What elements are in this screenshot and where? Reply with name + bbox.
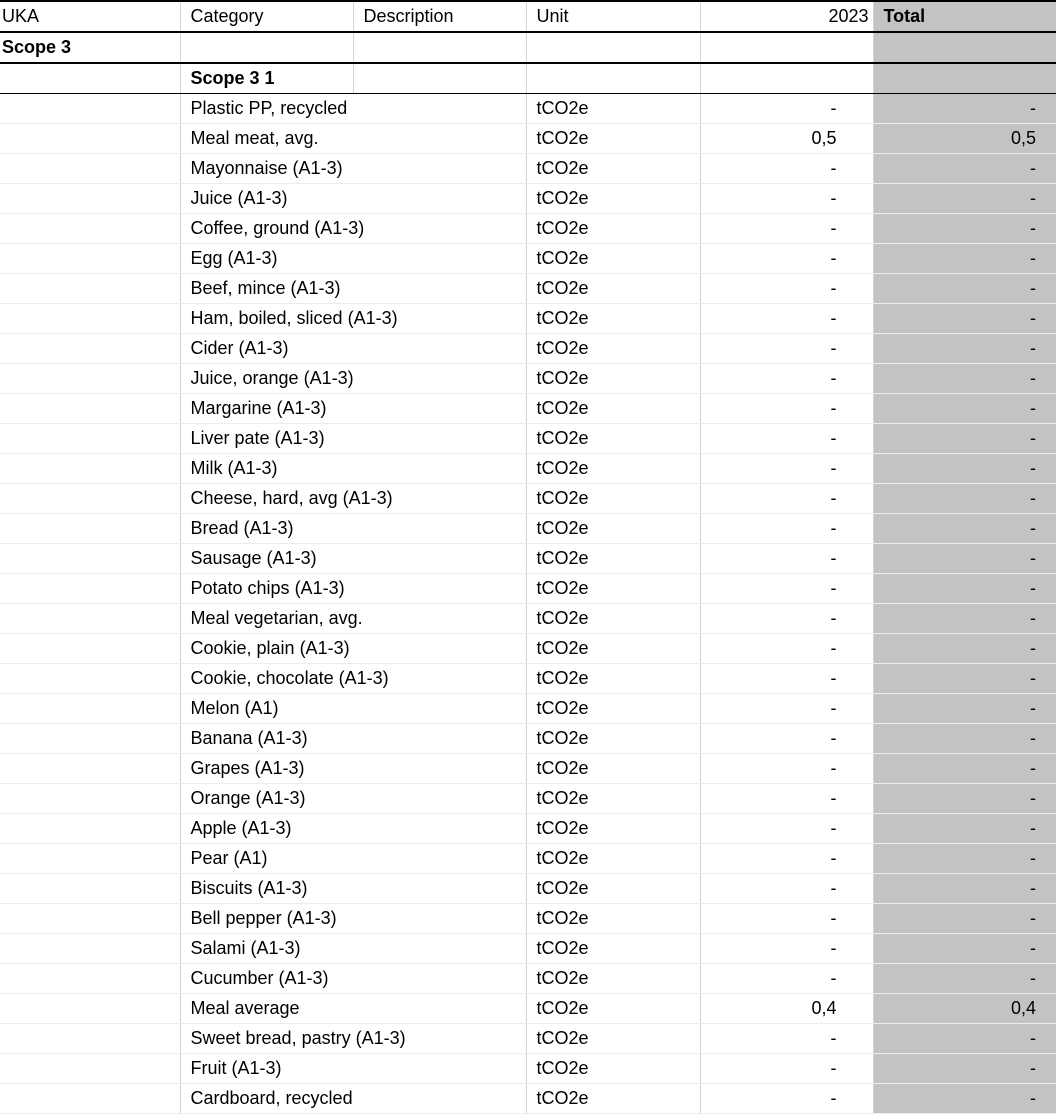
row-total[interactable]: -: [873, 454, 1056, 484]
row-unit[interactable]: tCO2e: [526, 424, 700, 454]
row-value-2023[interactable]: -: [700, 1024, 873, 1054]
row-uka-cell[interactable]: [0, 574, 180, 604]
row-uka-cell[interactable]: [0, 304, 180, 334]
row-total[interactable]: -: [873, 154, 1056, 184]
row-category[interactable]: Orange (A1-3): [180, 784, 353, 814]
row-total[interactable]: -: [873, 304, 1056, 334]
scope-row: [0, 32, 1056, 63]
row-value-2023[interactable]: -: [700, 1084, 873, 1114]
row-category[interactable]: Potato chips (A1-3): [180, 574, 353, 604]
row-total[interactable]: -: [873, 724, 1056, 754]
row-unit[interactable]: tCO2e: [526, 994, 700, 1024]
row-total[interactable]: -: [873, 814, 1056, 844]
row-description[interactable]: [353, 154, 526, 184]
table-row: [0, 334, 1056, 364]
row-category[interactable]: Melon (A1): [180, 694, 353, 724]
row-unit[interactable]: tCO2e: [526, 544, 700, 574]
row-category[interactable]: Cookie, plain (A1-3): [180, 634, 353, 664]
row-uka-cell[interactable]: [0, 514, 180, 544]
table-row: [0, 724, 1056, 754]
row-value-2023[interactable]: 0,5: [700, 124, 873, 154]
row-total[interactable]: -: [873, 694, 1056, 724]
row-uka-cell[interactable]: [0, 424, 180, 454]
row-category[interactable]: Meal average: [180, 994, 353, 1024]
row-uka-cell[interactable]: [0, 964, 180, 994]
row-description[interactable]: [353, 994, 526, 1024]
row-description[interactable]: [353, 964, 526, 994]
table-row: [0, 424, 1056, 454]
scope-description-cell[interactable]: [353, 32, 526, 63]
row-total[interactable]: -: [873, 1024, 1056, 1054]
row-category[interactable]: Liver pate (A1-3): [180, 424, 353, 454]
row-category[interactable]: Bell pepper (A1-3): [180, 904, 353, 934]
subscope-total-cell[interactable]: [873, 63, 1056, 94]
row-description[interactable]: [353, 814, 526, 844]
row-value-2023[interactable]: -: [700, 874, 873, 904]
row-category[interactable]: Juice (A1-3): [180, 184, 353, 214]
row-unit[interactable]: tCO2e: [526, 484, 700, 514]
row-description[interactable]: [353, 694, 526, 724]
row-category[interactable]: Ham, boiled, sliced (A1-3): [180, 304, 353, 334]
row-total[interactable]: -: [873, 754, 1056, 784]
row-total[interactable]: -: [873, 934, 1056, 964]
row-total[interactable]: -: [873, 274, 1056, 304]
row-description[interactable]: [353, 1084, 526, 1114]
row-category[interactable]: Biscuits (A1-3): [180, 874, 353, 904]
row-value-2023[interactable]: 0,4: [700, 994, 873, 1024]
row-unit[interactable]: tCO2e: [526, 724, 700, 754]
row-category[interactable]: Juice, orange (A1-3): [180, 364, 353, 394]
row-description[interactable]: [353, 94, 526, 124]
scope-year-cell[interactable]: [700, 32, 873, 63]
row-total[interactable]: -: [873, 904, 1056, 934]
row-uka-cell[interactable]: [0, 214, 180, 244]
row-value-2023[interactable]: -: [700, 694, 873, 724]
row-description[interactable]: [353, 874, 526, 904]
row-category[interactable]: Sweet bread, pastry (A1-3): [180, 1024, 353, 1054]
row-total[interactable]: -: [873, 214, 1056, 244]
scope-unit-cell[interactable]: [526, 32, 700, 63]
row-unit[interactable]: tCO2e: [526, 694, 700, 724]
table-row: [0, 94, 1056, 124]
row-unit[interactable]: tCO2e: [526, 634, 700, 664]
row-uka-cell[interactable]: [0, 334, 180, 364]
row-category[interactable]: Plastic PP, recycled: [180, 94, 353, 124]
row-description[interactable]: [353, 724, 526, 754]
row-category[interactable]: Banana (A1-3): [180, 724, 353, 754]
row-value-2023[interactable]: -: [700, 394, 873, 424]
table-row: [0, 964, 1056, 994]
row-unit[interactable]: tCO2e: [526, 874, 700, 904]
row-uka-cell[interactable]: [0, 814, 180, 844]
row-value-2023[interactable]: -: [700, 184, 873, 214]
row-unit[interactable]: tCO2e: [526, 184, 700, 214]
row-value-2023[interactable]: -: [700, 784, 873, 814]
row-unit[interactable]: tCO2e: [526, 1084, 700, 1114]
row-category[interactable]: Cheese, hard, avg (A1-3): [180, 484, 353, 514]
row-unit[interactable]: tCO2e: [526, 934, 700, 964]
table-row: [0, 814, 1056, 844]
row-uka-cell[interactable]: [0, 904, 180, 934]
row-value-2023[interactable]: -: [700, 364, 873, 394]
row-unit[interactable]: tCO2e: [526, 244, 700, 274]
table-row: [0, 574, 1056, 604]
row-unit[interactable]: tCO2e: [526, 754, 700, 784]
row-uka-cell[interactable]: [0, 934, 180, 964]
row-category[interactable]: Fruit (A1-3): [180, 1054, 353, 1084]
row-description[interactable]: [353, 244, 526, 274]
row-unit[interactable]: tCO2e: [526, 964, 700, 994]
row-category[interactable]: Egg (A1-3): [180, 244, 353, 274]
row-category[interactable]: Beef, mince (A1-3): [180, 274, 353, 304]
table-row: [0, 634, 1056, 664]
table-row: [0, 754, 1056, 784]
table-row: [0, 244, 1056, 274]
row-unit[interactable]: tCO2e: [526, 904, 700, 934]
row-unit[interactable]: tCO2e: [526, 94, 700, 124]
row-unit[interactable]: tCO2e: [526, 814, 700, 844]
scope-total-cell[interactable]: [873, 32, 1056, 63]
row-uka-cell[interactable]: [0, 274, 180, 304]
row-value-2023[interactable]: -: [700, 544, 873, 574]
row-value-2023[interactable]: -: [700, 904, 873, 934]
table-row: [0, 394, 1056, 424]
row-description[interactable]: [353, 754, 526, 784]
table-row: [0, 994, 1056, 1024]
row-description[interactable]: [353, 364, 526, 394]
row-category[interactable]: Margarine (A1-3): [180, 394, 353, 424]
row-total[interactable]: -: [873, 334, 1056, 364]
row-total[interactable]: -: [873, 784, 1056, 814]
row-unit[interactable]: tCO2e: [526, 574, 700, 604]
table-row: [0, 124, 1056, 154]
row-category[interactable]: Mayonnaise (A1-3): [180, 154, 353, 184]
row-unit[interactable]: tCO2e: [526, 604, 700, 634]
row-total[interactable]: -: [873, 604, 1056, 634]
row-value-2023[interactable]: -: [700, 964, 873, 994]
row-unit[interactable]: tCO2e: [526, 214, 700, 244]
row-unit[interactable]: tCO2e: [526, 334, 700, 364]
row-description[interactable]: [353, 604, 526, 634]
row-uka-cell[interactable]: [0, 874, 180, 904]
row-total[interactable]: -: [873, 1054, 1056, 1084]
row-value-2023[interactable]: -: [700, 154, 873, 184]
row-uka-cell[interactable]: [0, 784, 180, 814]
row-uka-cell[interactable]: [0, 454, 180, 484]
table-row: [0, 304, 1056, 334]
row-category[interactable]: Coffee, ground (A1-3): [180, 214, 353, 244]
row-uka-cell[interactable]: [0, 1024, 180, 1054]
row-category[interactable]: Bread (A1-3): [180, 514, 353, 544]
row-uka-cell[interactable]: [0, 694, 180, 724]
row-uka-cell[interactable]: [0, 844, 180, 874]
table-row: [0, 784, 1056, 814]
row-total[interactable]: 0,5: [873, 124, 1056, 154]
table-row: [0, 544, 1056, 574]
subscope-label[interactable]: Scope 3 1: [180, 63, 353, 94]
row-uka-cell[interactable]: [0, 1054, 180, 1084]
row-unit[interactable]: tCO2e: [526, 1054, 700, 1084]
row-unit[interactable]: tCO2e: [526, 274, 700, 304]
row-uka-cell[interactable]: [0, 484, 180, 514]
header-description[interactable]: Description: [353, 1, 526, 32]
row-description[interactable]: [353, 274, 526, 304]
row-uka-cell[interactable]: [0, 544, 180, 574]
row-unit[interactable]: tCO2e: [526, 304, 700, 334]
row-value-2023[interactable]: -: [700, 844, 873, 874]
row-value-2023[interactable]: -: [700, 94, 873, 124]
row-description[interactable]: [353, 544, 526, 574]
row-value-2023[interactable]: -: [700, 244, 873, 274]
table-row: [0, 844, 1056, 874]
table-row: [0, 604, 1056, 634]
row-uka-cell[interactable]: [0, 394, 180, 424]
row-uka-cell[interactable]: [0, 1084, 180, 1114]
row-description[interactable]: [353, 904, 526, 934]
row-description[interactable]: [353, 214, 526, 244]
row-category[interactable]: Cookie, chocolate (A1-3): [180, 664, 353, 694]
row-description[interactable]: [353, 334, 526, 364]
row-value-2023[interactable]: -: [700, 604, 873, 634]
row-total[interactable]: -: [873, 394, 1056, 424]
row-total[interactable]: -: [873, 544, 1056, 574]
row-total[interactable]: -: [873, 424, 1056, 454]
table-row: [0, 904, 1056, 934]
row-total[interactable]: -: [873, 244, 1056, 274]
row-unit[interactable]: tCO2e: [526, 844, 700, 874]
subscope-unit-cell[interactable]: [526, 63, 700, 94]
row-total[interactable]: -: [873, 484, 1056, 514]
row-unit[interactable]: tCO2e: [526, 454, 700, 484]
row-value-2023[interactable]: -: [700, 1054, 873, 1084]
row-unit[interactable]: tCO2e: [526, 1024, 700, 1054]
row-total[interactable]: -: [873, 874, 1056, 904]
row-description[interactable]: [353, 934, 526, 964]
table-row: [0, 454, 1056, 484]
row-unit[interactable]: tCO2e: [526, 664, 700, 694]
row-total[interactable]: -: [873, 184, 1056, 214]
row-total[interactable]: -: [873, 964, 1056, 994]
table-row: [0, 934, 1056, 964]
row-value-2023[interactable]: -: [700, 724, 873, 754]
row-total[interactable]: 0,4: [873, 994, 1056, 1024]
header-row: [0, 1, 1056, 32]
row-unit[interactable]: tCO2e: [526, 154, 700, 184]
row-category[interactable]: Cider (A1-3): [180, 334, 353, 364]
row-total[interactable]: -: [873, 514, 1056, 544]
row-category[interactable]: Pear (A1): [180, 844, 353, 874]
table-row: [0, 1054, 1056, 1084]
row-uka-cell[interactable]: [0, 754, 180, 784]
subscope-row: [0, 63, 1056, 94]
row-total[interactable]: -: [873, 844, 1056, 874]
table-row: [0, 274, 1056, 304]
row-unit[interactable]: tCO2e: [526, 364, 700, 394]
subscope-year-cell[interactable]: [700, 63, 873, 94]
row-total[interactable]: -: [873, 94, 1056, 124]
row-total[interactable]: -: [873, 364, 1056, 394]
table-row: [0, 664, 1056, 694]
row-uka-cell[interactable]: [0, 364, 180, 394]
row-value-2023[interactable]: -: [700, 814, 873, 844]
row-category[interactable]: Milk (A1-3): [180, 454, 353, 484]
row-uka-cell[interactable]: [0, 724, 180, 754]
row-value-2023[interactable]: -: [700, 304, 873, 334]
table-row: [0, 1084, 1056, 1114]
row-uka-cell[interactable]: [0, 154, 180, 184]
scope-label[interactable]: Scope 3: [0, 32, 180, 63]
row-category[interactable]: Cardboard, recycled: [180, 1084, 353, 1114]
table-row: [0, 184, 1056, 214]
table-row: [0, 214, 1056, 244]
row-value-2023[interactable]: -: [700, 934, 873, 964]
row-description[interactable]: [353, 394, 526, 424]
row-total[interactable]: -: [873, 634, 1056, 664]
table-row: [0, 484, 1056, 514]
table-row: [0, 1024, 1056, 1054]
row-value-2023[interactable]: -: [700, 274, 873, 304]
row-uka-cell[interactable]: [0, 994, 180, 1024]
row-value-2023[interactable]: -: [700, 424, 873, 454]
row-description[interactable]: [353, 1054, 526, 1084]
row-value-2023[interactable]: -: [700, 454, 873, 484]
row-value-2023[interactable]: -: [700, 334, 873, 364]
header-total[interactable]: Total: [873, 1, 1056, 32]
row-total[interactable]: -: [873, 1084, 1056, 1114]
row-description[interactable]: [353, 424, 526, 454]
row-category[interactable]: Apple (A1-3): [180, 814, 353, 844]
table-row: [0, 694, 1056, 724]
table-row: [0, 874, 1056, 904]
row-uka-cell[interactable]: [0, 244, 180, 274]
row-category[interactable]: Salami (A1-3): [180, 934, 353, 964]
row-value-2023[interactable]: -: [700, 514, 873, 544]
row-value-2023[interactable]: -: [700, 754, 873, 784]
row-unit[interactable]: tCO2e: [526, 784, 700, 814]
header-uka[interactable]: UKA: [0, 1, 180, 32]
row-uka-cell[interactable]: [0, 124, 180, 154]
row-value-2023[interactable]: -: [700, 664, 873, 694]
row-uka-cell[interactable]: [0, 634, 180, 664]
row-description[interactable]: [353, 514, 526, 544]
row-category[interactable]: Sausage (A1-3): [180, 544, 353, 574]
row-unit[interactable]: tCO2e: [526, 514, 700, 544]
table-row: [0, 154, 1056, 184]
row-unit[interactable]: tCO2e: [526, 124, 700, 154]
row-category[interactable]: Grapes (A1-3): [180, 754, 353, 784]
row-description[interactable]: [353, 844, 526, 874]
row-description[interactable]: [353, 124, 526, 154]
row-uka-cell[interactable]: [0, 604, 180, 634]
subscope-uka-cell[interactable]: [0, 63, 180, 94]
row-uka-cell[interactable]: [0, 94, 180, 124]
subscope-description-cell[interactable]: [353, 63, 526, 94]
row-total[interactable]: -: [873, 574, 1056, 604]
header-category[interactable]: Category: [180, 1, 353, 32]
row-value-2023[interactable]: -: [700, 214, 873, 244]
scope-category-cell[interactable]: [180, 32, 353, 63]
row-category[interactable]: Meal vegetarian, avg.: [180, 604, 353, 634]
row-description[interactable]: [353, 454, 526, 484]
row-description[interactable]: [353, 574, 526, 604]
table-row: [0, 364, 1056, 394]
row-value-2023[interactable]: -: [700, 484, 873, 514]
row-unit[interactable]: tCO2e: [526, 394, 700, 424]
row-description[interactable]: [353, 634, 526, 664]
row-value-2023[interactable]: -: [700, 574, 873, 604]
row-description[interactable]: [353, 784, 526, 814]
row-uka-cell[interactable]: [0, 184, 180, 214]
header-unit[interactable]: Unit: [526, 1, 700, 32]
row-total[interactable]: -: [873, 664, 1056, 694]
row-description[interactable]: [353, 184, 526, 214]
row-uka-cell[interactable]: [0, 664, 180, 694]
row-category[interactable]: Cucumber (A1-3): [180, 964, 353, 994]
row-category[interactable]: Meal meat, avg.: [180, 124, 353, 154]
row-value-2023[interactable]: -: [700, 634, 873, 664]
header-year[interactable]: 2023: [700, 1, 873, 32]
table-row: [0, 514, 1056, 544]
